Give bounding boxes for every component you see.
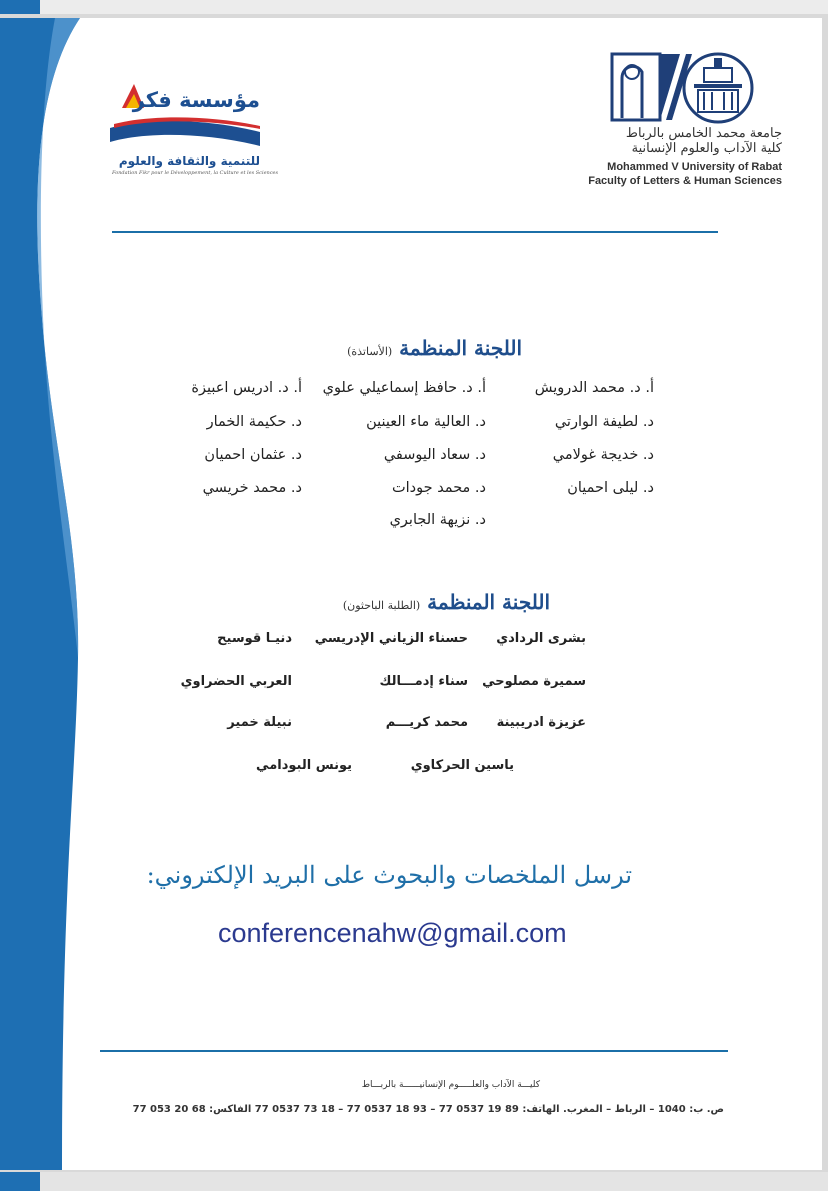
university-name-en: Mohammed V University of Rabat bbox=[607, 161, 782, 173]
footer-divider bbox=[100, 1050, 728, 1052]
header-divider bbox=[112, 231, 718, 233]
top-strip bbox=[0, 0, 828, 14]
contact-email[interactable]: conferencenahw@gmail.com bbox=[218, 918, 567, 948]
committee-students-heading bbox=[343, 590, 550, 614]
footer-contact-details: ص. ب: 1040 – الرباط – المغرب. الهاتف: 89 19 0537 77 – 93 18 0537 77 – 18 73 0537 77 الفاكس: 68 20 053 77 bbox=[132, 1104, 724, 1115]
fikr-foundation-logo bbox=[104, 66, 279, 201]
student-name: العربي الحضراوي bbox=[180, 674, 292, 689]
bottom-strip bbox=[0, 1172, 828, 1191]
student-name: بشرى الردادي bbox=[496, 631, 586, 646]
student-name: حسناء الزياني الإدريسي bbox=[314, 631, 468, 646]
professor-name: د. نزيهة الجابري bbox=[389, 512, 486, 528]
professor-name: د. العالية ماء العينين bbox=[366, 414, 486, 430]
bottom-strip-accent bbox=[0, 1172, 40, 1191]
committee-professors-heading bbox=[347, 336, 522, 360]
university-name-ar: جامعة محمد الخامس بالرباط bbox=[625, 126, 782, 141]
footer-faculty: كليـــة الآداب والعلـــــوم الإنسانيــــــة بالربـــاط bbox=[361, 1080, 540, 1090]
student-name: عزيزة ادريبينة bbox=[496, 715, 586, 730]
foundation-tagline: للتنمية والثقافة والعلوم bbox=[118, 154, 260, 168]
professor-name: د. خديجة غولامي bbox=[552, 447, 654, 463]
student-name: ياسين الحركاوي bbox=[410, 758, 514, 773]
committee-students-title: اللجنة المنظمة bbox=[427, 590, 550, 614]
student-name: يونس البودامي bbox=[256, 758, 352, 773]
faculty-name-ar: كلية الآداب والعلوم الإنسانية bbox=[631, 141, 782, 156]
professor-name: أ. د. حافظ إسماعيلي علوي bbox=[322, 380, 486, 396]
professor-name: أ. د. ادريس اعبيزة bbox=[191, 380, 302, 396]
professor-name: د. لطيفة الوارتي bbox=[554, 414, 654, 430]
student-name: سميرة مصلوحي bbox=[482, 674, 586, 689]
professor-name: د. عثمان احميان bbox=[204, 447, 302, 463]
student-name: نبيلة خمير bbox=[227, 715, 292, 730]
student-name: محمد كريـــم bbox=[385, 715, 468, 730]
document-page bbox=[0, 18, 822, 1170]
committee-students-subtitle: (الطلبة الباحثون) bbox=[342, 599, 421, 612]
professor-name: د. محمد جودات bbox=[392, 480, 486, 496]
professor-name: أ. د. محمد الدرويش bbox=[534, 380, 654, 396]
professor-name: د. سعاد اليوسفي bbox=[383, 447, 486, 463]
professor-name: د. ليلى احميان bbox=[567, 480, 654, 496]
top-strip-accent bbox=[0, 0, 40, 14]
committee-professors-subtitle: (الأساتذة) bbox=[347, 345, 393, 358]
committee-professors-title: اللجنة المنظمة bbox=[399, 336, 522, 360]
foundation-subline: Fondation Fikr pour le Développement, la Culture et les Sciences bbox=[112, 170, 279, 176]
submission-note: ترسل الملخصات والبحوث على البريد الإلكتروني: bbox=[146, 861, 632, 889]
professor-name: د. محمد خريسي bbox=[202, 480, 302, 496]
faculty-name-en: Faculty of Letters & Human Sciences bbox=[588, 175, 782, 187]
foundation-name: مؤسسة فكر bbox=[132, 88, 260, 112]
student-name: سناء إدمـــالك bbox=[379, 674, 468, 689]
left-blue-band bbox=[0, 18, 90, 1170]
professor-name: د. حكيمة الخمار bbox=[206, 414, 302, 430]
student-name: دنيـا قوسيح bbox=[217, 631, 292, 646]
